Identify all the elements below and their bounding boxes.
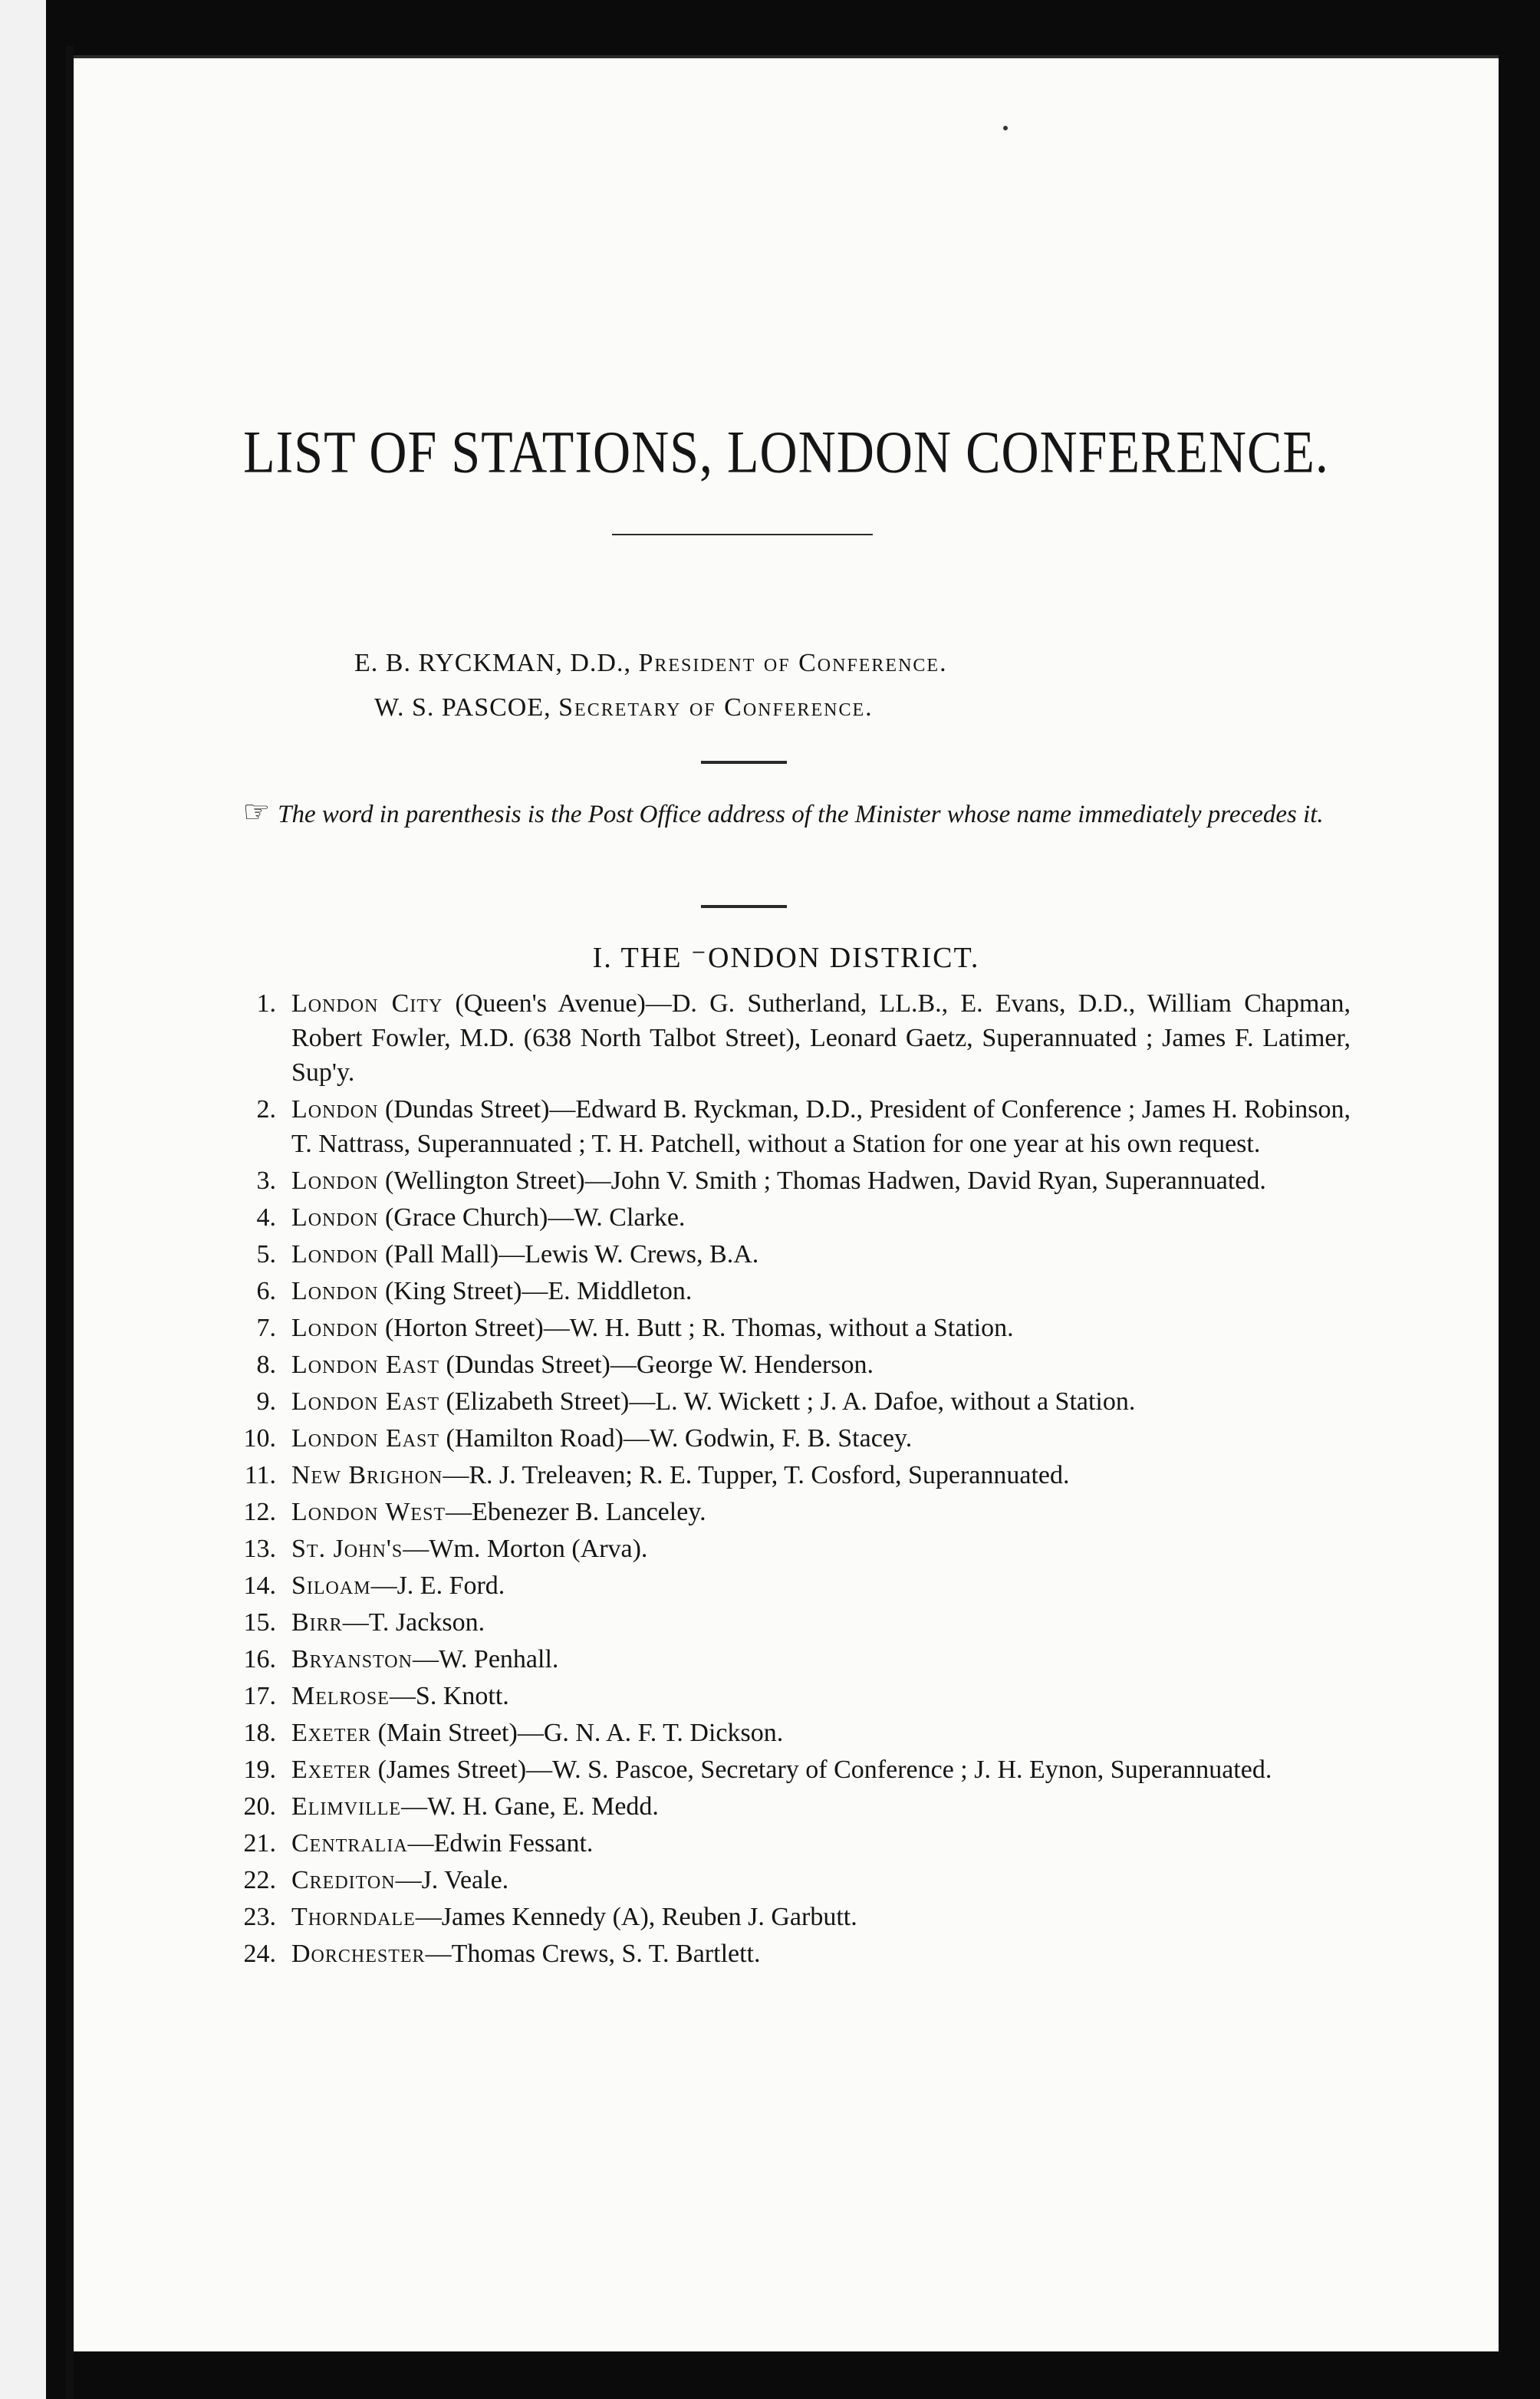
station-item xyxy=(219,1605,1351,1640)
district-heading: I. THE ⁻ONDON DISTRICT. xyxy=(592,942,980,974)
station-place: Exeter xyxy=(291,1756,372,1784)
station-place: Birr xyxy=(291,1608,343,1637)
station-ministers: (Wellington Street)—John V. Smith ; Thomas Hadwen, David Ryan, Superannuated. xyxy=(378,1167,1266,1195)
station-place: Elimville xyxy=(291,1792,402,1821)
scan-binding-edge xyxy=(66,46,74,2399)
station-item xyxy=(219,1237,1351,1272)
station-number: 6. xyxy=(256,1277,276,1305)
station-ministers: —S. Knott. xyxy=(389,1682,509,1710)
station-item xyxy=(219,1900,1351,1934)
station-ministers: —Wm. Morton (Arva). xyxy=(403,1535,648,1563)
station-ministers: (Main Street)—G. N. A. F. T. Dickson. xyxy=(371,1719,784,1747)
station-item xyxy=(219,1568,1351,1603)
station-item xyxy=(219,1532,1351,1566)
pointing-hand-icon: ☞ xyxy=(242,795,271,829)
station-place: Centralia xyxy=(291,1829,408,1858)
station-place: London xyxy=(291,1240,379,1269)
station-number: 7. xyxy=(256,1314,276,1342)
document-page xyxy=(74,55,1499,2351)
station-ministers: —Edwin Fessant. xyxy=(407,1829,594,1858)
station-ministers: —W. H. Gane, E. Medd. xyxy=(401,1792,659,1821)
station-place: Exeter xyxy=(291,1719,372,1747)
station-place: London East xyxy=(291,1387,440,1416)
station-place: Melrose xyxy=(291,1682,390,1710)
station-number: 24. xyxy=(243,1940,276,1968)
station-number: 20. xyxy=(243,1792,276,1821)
station-ministers: —Thomas Crews, S. T. Bartlett. xyxy=(425,1940,761,1968)
station-ministers: (King Street)—E. Middleton. xyxy=(378,1277,693,1305)
station-ministers: (Pall Mall)—Lewis W. Crews, B.A. xyxy=(378,1240,759,1269)
station-ministers: —T. Jackson. xyxy=(342,1608,485,1637)
station-item xyxy=(219,1826,1351,1861)
station-item xyxy=(219,1495,1351,1529)
station-place: London East xyxy=(291,1351,440,1379)
station-place: Crediton xyxy=(291,1866,396,1894)
station-number: 19. xyxy=(243,1756,276,1784)
station-item xyxy=(219,1163,1351,1198)
officer-president xyxy=(354,649,948,678)
station-place: London xyxy=(291,1167,379,1195)
address-note xyxy=(219,793,1347,834)
station-ministers: (James Street)—W. S. Pascoe, Secretary of Conference ; J. H. Eynon, Superannuated. xyxy=(371,1756,1272,1784)
officer-name: W. S. PASCOE, xyxy=(374,693,551,722)
officer-role: Secretary of Conference. xyxy=(558,693,874,722)
scan-left-margin xyxy=(0,0,46,2399)
station-item xyxy=(219,1421,1351,1456)
station-number: 5. xyxy=(256,1240,276,1269)
station-ministers: —W. Penhall. xyxy=(412,1645,559,1673)
station-item xyxy=(219,1311,1351,1345)
station-number: 10. xyxy=(243,1424,276,1453)
station-place: Bryanston xyxy=(291,1645,413,1673)
station-ministers: —James Kennedy (A), Reuben J. Garbutt. xyxy=(415,1903,857,1931)
station-item xyxy=(219,1937,1351,1971)
station-number: 15. xyxy=(243,1608,276,1637)
station-number: 11. xyxy=(244,1461,276,1489)
divider xyxy=(701,761,787,764)
station-place: Thorndale xyxy=(291,1903,416,1931)
station-item xyxy=(219,1752,1351,1787)
station-item xyxy=(219,1679,1351,1713)
station-ministers: (Grace Church)—W. Clarke. xyxy=(378,1203,686,1232)
station-ministers: —R. J. Treleaven; R. E. Tupper, T. Cosford, Superannuated. xyxy=(443,1461,1070,1489)
station-ministers: (Queen's Avenue)—D. G. Sutherland, LL.B., E. Evans, D.D., William Chapman, Robert Fowler, M.D. (638 North Talbot Street), Leonard Gaetz, Superannuated ; James F. Latimer, Sup'y. xyxy=(291,989,1351,1087)
station-number: 4. xyxy=(256,1203,276,1232)
station-ministers: —Ebenezer B. Lanceley. xyxy=(446,1498,706,1526)
station-number: 14. xyxy=(243,1571,276,1600)
station-ministers: (Dundas Street)—George W. Henderson. xyxy=(439,1351,874,1379)
station-place: London West xyxy=(291,1498,446,1526)
station-item xyxy=(219,1092,1351,1161)
station-item xyxy=(219,1863,1351,1897)
officer-role: President of Conference. xyxy=(638,649,948,677)
note-text: The word in parenthesis is the Post Office address of the Minister whose name immediately precedes it. xyxy=(278,801,1324,828)
station-number: 1. xyxy=(256,989,276,1018)
station-number: 9. xyxy=(256,1387,276,1416)
station-item xyxy=(219,1384,1351,1419)
station-ministers: (Hamilton Road)—W. Godwin, F. B. Stacey. xyxy=(439,1424,913,1453)
station-item xyxy=(219,1274,1351,1308)
station-number: 2. xyxy=(256,1095,276,1124)
station-number: 16. xyxy=(243,1645,276,1673)
station-number: 21. xyxy=(243,1829,276,1858)
station-ministers: —J. Veale. xyxy=(395,1866,509,1894)
station-place: London xyxy=(291,1277,379,1305)
station-number: 18. xyxy=(243,1719,276,1747)
station-number: 22. xyxy=(243,1866,276,1894)
station-ministers: (Dundas Street)—Edward B. Ryckman, D.D., President of Conference ; James H. Robinson, T. Nattrass, Superannuated ; T. H. Patchell, without a Station for one year at his own request. xyxy=(291,1095,1351,1158)
scan-speck xyxy=(1003,126,1008,130)
divider xyxy=(701,905,787,908)
officer-name: E. B. RYCKMAN, D.D., xyxy=(354,649,631,677)
page-title: LIST OF STATIONS, LONDON CONFERENCE. xyxy=(243,418,1329,485)
station-item xyxy=(219,986,1351,1090)
station-place: London xyxy=(291,1314,379,1342)
station-number: 13. xyxy=(243,1535,276,1563)
station-item xyxy=(219,1348,1351,1382)
station-item xyxy=(219,1642,1351,1677)
station-place: Siloam xyxy=(291,1571,371,1600)
station-item xyxy=(219,1200,1351,1235)
station-number: 17. xyxy=(243,1682,276,1710)
station-item xyxy=(219,1716,1351,1750)
station-place: St. John's xyxy=(291,1535,403,1563)
station-ministers: (Elizabeth Street)—L. W. Wickett ; J. A. Dafoe, without a Station. xyxy=(439,1387,1136,1416)
station-item xyxy=(219,1458,1351,1492)
station-ministers: (Horton Street)—W. H. Butt ; R. Thomas, without a Station. xyxy=(378,1314,1014,1342)
station-place: London xyxy=(291,1095,379,1124)
station-list xyxy=(219,986,1351,1973)
station-place: London City xyxy=(291,989,443,1018)
title-divider xyxy=(612,534,873,535)
station-place: London East xyxy=(291,1424,440,1453)
station-place: London xyxy=(291,1203,379,1232)
officer-secretary xyxy=(374,693,874,722)
station-number: 3. xyxy=(256,1167,276,1195)
station-number: 23. xyxy=(243,1903,276,1931)
station-place: New Brighon xyxy=(291,1461,443,1489)
station-item xyxy=(219,1789,1351,1824)
station-place: Dorchester xyxy=(291,1940,426,1968)
station-number: 8. xyxy=(256,1351,276,1379)
station-ministers: —J. E. Ford. xyxy=(370,1571,505,1600)
station-number: 12. xyxy=(243,1498,276,1526)
